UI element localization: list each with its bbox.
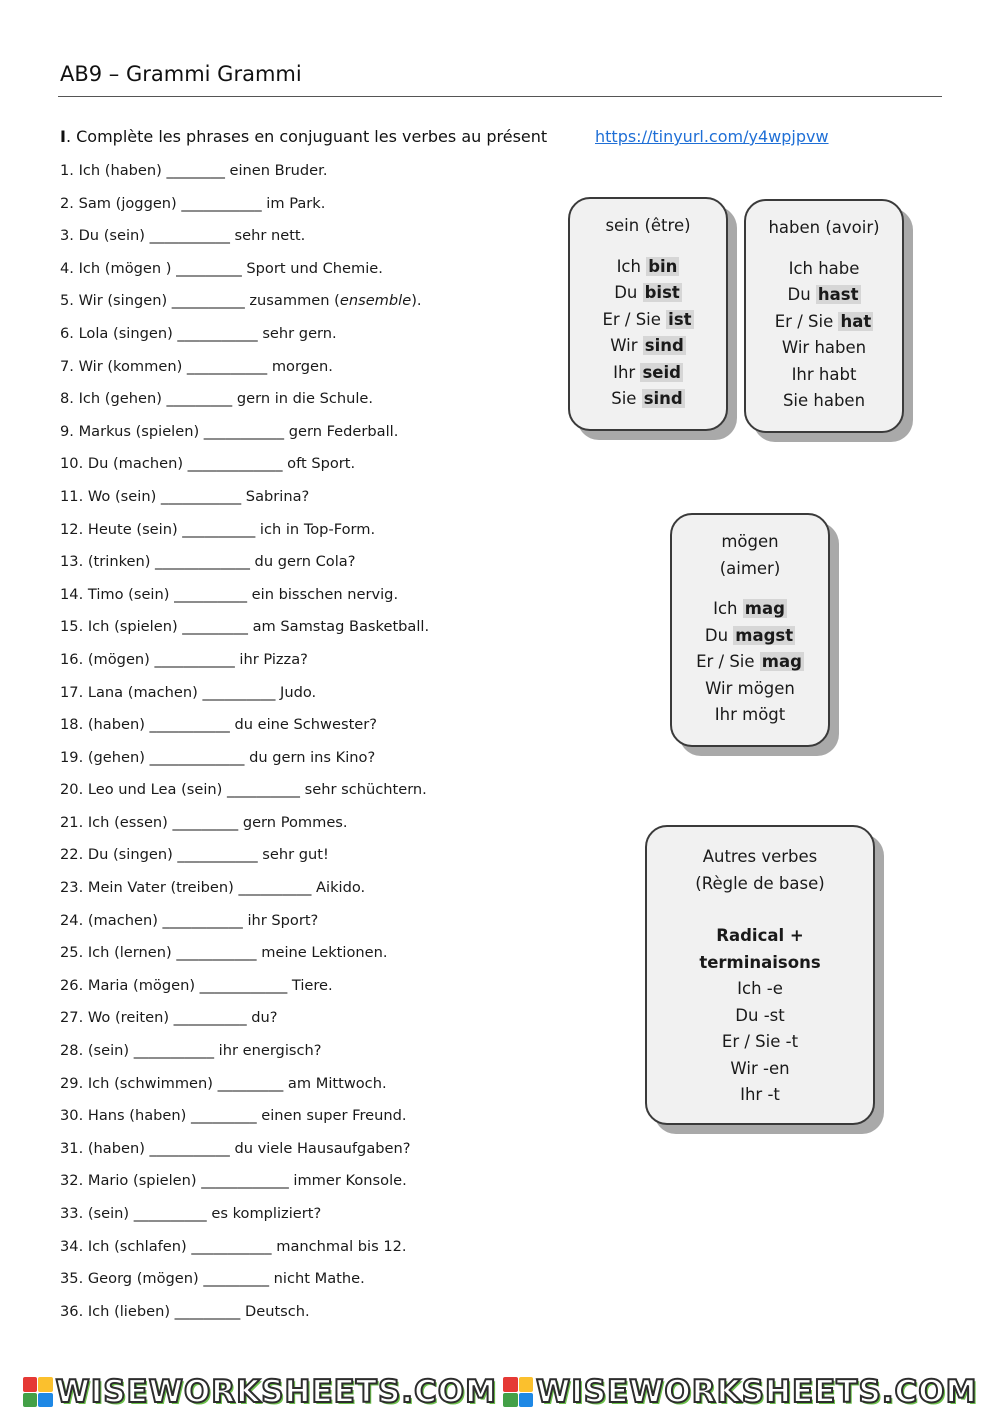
exercise-item: 28. (sein) ___________ ihr energisch?: [60, 1042, 322, 1060]
grid-cell: [38, 1393, 53, 1408]
ending-row: Ich -e: [737, 979, 783, 998]
exercise-item: 25. Ich (lernen) ___________ meine Lektionen.: [60, 944, 388, 962]
exercise-item: 17. Lana (machen) __________ Judo.: [60, 683, 317, 701]
exercise-item: 29. Ich (schwimmen) _________ am Mittwoch.: [60, 1074, 387, 1092]
exercise-list: [60, 160, 429, 1333]
haben-row: Ihr habt: [791, 364, 857, 384]
resource-link[interactable]: https://tinyurl.com/y4wpjpvw: [595, 127, 829, 146]
watermark-text: WISEWORKSHEETS.COM: [55, 1374, 497, 1410]
ending-row: Wir -en: [730, 1058, 790, 1078]
exercise-item: 32. Mario (spielen) ____________ immer Konsole.: [60, 1172, 407, 1190]
page-title: AB9 – Grammi Grammi: [60, 62, 302, 86]
sein-row: Ihr seid: [613, 362, 681, 382]
sein-row: Wir sind: [610, 336, 684, 355]
grid-cell: [519, 1377, 534, 1392]
exercise-item: 16. (mögen) ___________ ihr Pizza?: [60, 650, 308, 668]
exercise-item: 2. Sam (joggen) ___________ im Park.: [60, 194, 326, 212]
sein-row: Er / Sie ist: [602, 309, 692, 329]
exercise-item: 15. Ich (spielen) _________ am Samstag Basketball.: [60, 618, 430, 636]
exercise-item: 18. (haben) ___________ du eine Schwester?: [60, 716, 378, 734]
instruction-text: . Complète les phrases en conjuguant les verbes au présent: [65, 127, 548, 146]
grid-cell: [503, 1393, 518, 1408]
grid-cell: [23, 1393, 38, 1408]
instruction-number: I: [60, 127, 66, 146]
rule-line: terminaisons: [699, 952, 821, 972]
exercise-5-italic: ensemble: [339, 292, 412, 310]
watermark-footer: [0, 1372, 1000, 1412]
grid-cell: [23, 1377, 38, 1392]
haben-row: Sie haben: [782, 391, 866, 410]
exercise-item: 26. Maria (mögen) ____________ Tiere.: [60, 976, 333, 994]
ending-row: Er / Sie -t: [721, 1032, 799, 1051]
exercise-item: 33. (sein) __________ es kompliziert?: [60, 1205, 322, 1222]
exercise-item: 12. Heute (sein) __________ ich in Top-Form.: [60, 520, 376, 538]
other-verbs-title: Autres verbes: [702, 847, 818, 866]
exercise-5-end: ).: [411, 292, 422, 310]
watermark-grid-icon: [503, 1377, 533, 1407]
sein-conjugation-box: [568, 197, 728, 431]
exercise-item: 7. Wir (kommen) ___________ morgen.: [60, 357, 333, 375]
exercise-item: [60, 290, 429, 323]
exercise-item: 19. (gehen) _____________ du gern ins Kino?: [60, 748, 376, 766]
moegen-row: Er / Sie mag: [696, 652, 802, 671]
exercise-item: 36. Ich (lieben) _________ Deutsch.: [60, 1302, 310, 1320]
haben-row: Wir haben: [781, 338, 867, 357]
watermark-grid-icon: [23, 1377, 53, 1407]
exercise-item: 30. Hans (haben) _________ einen super Freund.: [60, 1107, 407, 1125]
exercise-item: 1. Ich (haben) ________ einen Bruder.: [60, 162, 328, 179]
exercise-item: 20. Leo und Lea (sein) __________ sehr schüchtern.: [60, 781, 427, 799]
watermark-text: WISEWORKSHEETS.COM: [536, 1374, 978, 1410]
exercise-item: 9. Markus (spielen) ___________ gern Federball.: [60, 422, 399, 440]
haben-row: Ich habe: [788, 258, 860, 278]
sein-title: sein (être): [605, 216, 691, 235]
exercise-item: 8. Ich (gehen) _________ gern in die Schule.: [60, 390, 374, 408]
ending-row: Du -st: [735, 1005, 785, 1025]
instruction: [60, 127, 547, 146]
moegen-row: Ich mag: [713, 599, 785, 618]
exercise-item: 35. Georg (mögen) _________ nicht Mathe.: [60, 1270, 365, 1288]
sein-row: Sie sind: [611, 389, 683, 408]
moegen-row: Ihr mögt: [714, 705, 786, 724]
exercise-item: 13. (trinken) _____________ du gern Cola?: [60, 553, 356, 571]
exercise-item: 3. Du (sein) ___________ sehr nett.: [60, 227, 306, 245]
other-verbs-subtitle: (Règle de base): [695, 873, 825, 893]
haben-row: Du hast: [787, 285, 859, 304]
exercise-item: 24. (machen) ___________ ihr Sport?: [60, 911, 319, 929]
haben-conjugation-box: [744, 199, 904, 433]
exercise-item: 21. Ich (essen) _________ gern Pommes.: [60, 813, 348, 831]
grid-cell: [519, 1393, 534, 1408]
other-verbs-box: [645, 825, 875, 1125]
ending-row: Ihr -t: [740, 1085, 780, 1104]
haben-row: Er / Sie hat: [774, 311, 872, 331]
exercise-item: 11. Wo (sein) ___________ Sabrina?: [60, 487, 310, 505]
exercise-item: 23. Mein Vater (treiben) __________ Aikido.: [60, 879, 366, 897]
moegen-subtitle: (aimer): [719, 558, 781, 578]
moegen-title: mögen: [721, 532, 779, 551]
watermark-logo: [503, 1374, 978, 1410]
haben-title: haben (avoir): [768, 218, 880, 237]
rule-line: Radical +: [716, 926, 804, 945]
moegen-conjugation-box: [670, 513, 830, 747]
moegen-row: Wir mögen: [705, 678, 795, 698]
exercise-item: 31. (haben) ___________ du viele Hausaufgaben?: [60, 1139, 411, 1157]
title-divider: [58, 96, 942, 97]
exercise-item: 27. Wo (reiten) __________ du?: [60, 1009, 278, 1027]
watermark-logo: [23, 1374, 498, 1410]
exercise-item: 14. Timo (sein) __________ ein bisschen nervig.: [60, 585, 399, 603]
grid-cell: [503, 1377, 518, 1392]
exercise-item: 6. Lola (singen) ___________ sehr gern.: [60, 324, 337, 342]
exercise-item: 10. Du (machen) _____________ oft Sport.: [60, 455, 356, 473]
grid-cell: [38, 1377, 53, 1392]
exercise-item: 34. Ich (schlafen) ___________ manchmal bis 12.: [60, 1237, 407, 1255]
moegen-row: Du magst: [704, 625, 794, 645]
exercise-item: 22. Du (singen) ___________ sehr gut!: [60, 846, 329, 864]
exercise-item: 4. Ich (mögen ) _________ Sport und Chemie.: [60, 259, 383, 277]
exercise-5-text: 5. Wir (singen) __________ zusammen (: [60, 292, 340, 310]
sein-row: Du bist: [614, 283, 680, 302]
sein-row: Ich bin: [616, 256, 678, 276]
